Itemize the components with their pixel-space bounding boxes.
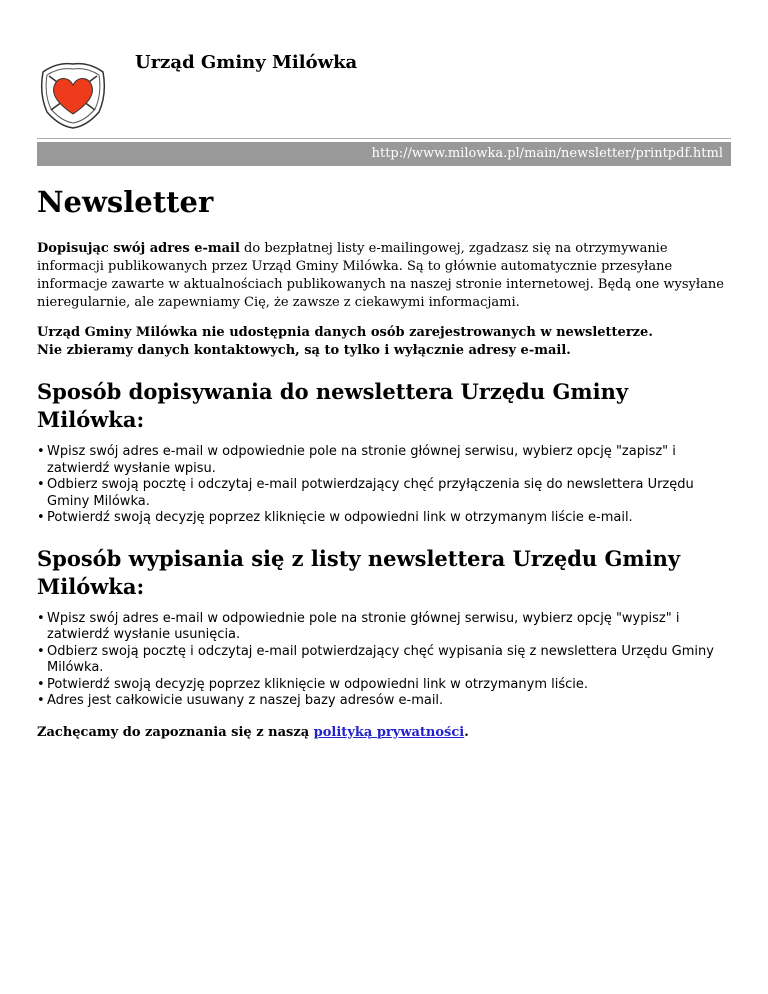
- privacy-notice: [37, 324, 731, 360]
- site-header: [37, 50, 731, 130]
- article: [37, 182, 731, 754]
- subscribe-heading: Sposób dopisywania do newslettera Urzędu Gminy Milówka:: [37, 379, 629, 432]
- intro-text: do bezpłatnej listy e-mailingowej, zgadzasz się na otrzymywanie informacji publikowanych przez Urząd Gminy Milówka. Są to głównie automatycznie przesyłane informacje zawarte w aktualnościach publikowanych na naszej stronie internetowej. Będą one wysyłane nieregularnie, ale zapewniamy Cię, że zawsze z ciekawymi informacjami.: [37, 241, 724, 310]
- header-divider: [37, 138, 731, 139]
- unsubscribe-steps: [37, 611, 731, 710]
- page-url: http://www.milowka.pl/main/newsletter/printpdf.html: [371, 146, 723, 161]
- intro-paragraph: [37, 240, 731, 312]
- list-item: • Adres jest całkowicie usuwany z naszej bazy adresów e-mail.: [47, 693, 731, 710]
- unsubscribe-heading: Sposób wypisania się z listy newslettera Urzędu Gminy Milówka:: [37, 545, 681, 599]
- privacy-policy-link[interactable]: polityką prywatności: [313, 724, 465, 740]
- list-item: • Odbierz swoją pocztę i odczytaj e-mail potwierdzający chęć przyłączenia się do newslettera Urzędu Gminy Milówka.: [47, 477, 731, 510]
- list-item: • Potwierdź swoją decyzję poprzez kliknięcie w odpowiedni link w otrzymanym liście e-mail.: [47, 510, 731, 527]
- url-bar: [37, 142, 731, 166]
- list-item: • Potwierdź swoją decyzję poprzez kliknięcie w odpowiedni link w otrzymanym liście.: [47, 677, 731, 694]
- subscribe-steps: [37, 444, 731, 527]
- notice-line-1: Urząd Gminy Milówka nie udostępnia danych osób zarejestrowanych w newsletterze.: [37, 325, 653, 340]
- site-name: Urząd Gminy Milówka: [135, 52, 358, 73]
- closing-paragraph: [37, 724, 731, 742]
- list-item: • Wpisz swój adres e-mail w odpowiednie pole na stronie głównej serwisu, wybierz opcję "zapisz" i zatwierdź wysłanie wpisu.: [47, 444, 731, 477]
- closing-end: .: [464, 724, 469, 740]
- page-title: Newsletter: [37, 185, 214, 219]
- list-item: • Wpisz swój adres e-mail w odpowiednie pole na stronie głównej serwisu, wybierz opcję "wypisz" i zatwierdź wysłanie usunięcia.: [47, 611, 731, 644]
- heart-shield-crest-icon: [37, 58, 109, 130]
- list-item: • Odbierz swoją pocztę i odczytaj e-mail potwierdzający chęć wypisania się z newslettera Urzędu Gminy Milówka.: [47, 644, 731, 677]
- intro-bold: Dopisując swój adres e-mail: [37, 241, 240, 256]
- closing-text: Zachęcamy do zapoznania się z naszą: [37, 724, 314, 740]
- notice-line-2: Nie zbieramy danych kontaktowych, są to tylko i wyłącznie adresy e-mail.: [37, 343, 571, 358]
